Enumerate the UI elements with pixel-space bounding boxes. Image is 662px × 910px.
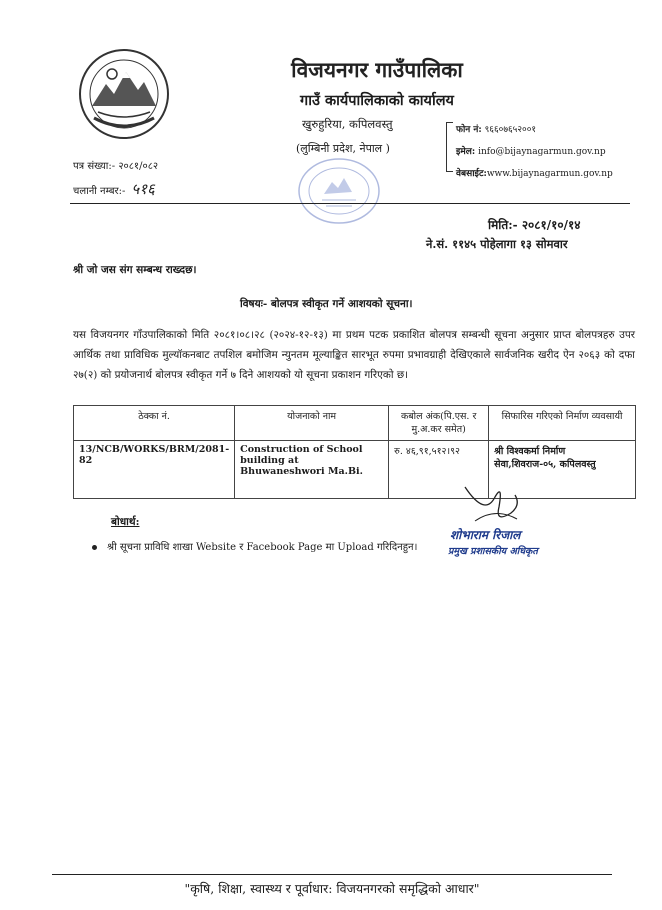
cc-item: श्री सूचना प्राविधि शाखा Website र Facebook Page मा Upload गरिदिनहुन। bbox=[92, 539, 417, 553]
address-line-1: खुरुहुरिया, कपिलवस्तु bbox=[302, 117, 393, 131]
municipality-logo bbox=[78, 48, 170, 140]
contact-block bbox=[456, 119, 613, 185]
office-stamp bbox=[296, 156, 382, 226]
cell-contractor: श्री विश्वकर्मा निर्माण सेवा,शिवराज-०५, कपिलवस्तु bbox=[489, 441, 636, 499]
date-line: मिति:- २०८१/१०/१४ bbox=[488, 218, 581, 232]
reference-number: पत्र संख्या:- २०८१/०८२ bbox=[73, 161, 159, 172]
nepal-sambat-date: ने.सं. ११४५ पोहेलागा १३ सोमवार bbox=[426, 237, 568, 251]
signature bbox=[455, 477, 535, 527]
cell-contract-no: 13/NCB/WORKS/BRM/2081-82 bbox=[74, 441, 235, 499]
col-contractor: सिफारिस गरिएको निर्माण व्यवसायी bbox=[489, 406, 636, 441]
office-subtitle: गाउँ कार्यपालिकाको कार्यालय bbox=[300, 92, 454, 109]
phone-line: फोन नं: ९६६०७६५२००१ bbox=[456, 125, 537, 135]
col-contract-no: ठेक्का नं. bbox=[74, 406, 235, 441]
email-line: इमेल: info@bijaynagarmun.gov.np bbox=[456, 147, 606, 157]
office-name: विजयनगर गाउँपालिका bbox=[291, 57, 463, 82]
website-line: वेबसाईट:www.bijaynagarmun.gov.np bbox=[456, 169, 613, 179]
cc-heading: बोधार्थ: bbox=[111, 516, 140, 528]
footer-slogan: "कृषि, शिक्षा, स्वास्थ्य र पूर्वाधार: विजयनगरको समृद्धिको आधार" bbox=[184, 881, 480, 896]
address-line-2: (लुम्बिनी प्रदेश, नेपाल ) bbox=[296, 142, 390, 155]
salutation: श्री जो जस संग सम्बन्ध राख्दछ। bbox=[73, 264, 197, 276]
registration-number: चलानी नम्बर:- ५१६ bbox=[73, 180, 155, 198]
cell-project-name: Construction of School building at Bhuwaneshwori Ma.Bi. bbox=[235, 441, 389, 499]
contact-brace bbox=[446, 122, 453, 172]
cell-amount: रु. ४६,९१,५१२।९२ bbox=[389, 441, 489, 499]
subject-line: विषयः- बोलपत्र स्वीकृत गर्ने आशयको सूचना। bbox=[240, 298, 413, 310]
header-divider bbox=[70, 203, 630, 204]
bullet-icon bbox=[92, 545, 97, 550]
notice-body: यस विजयनगर गाँउपालिकाको मिति २०८१।०८।२८ (२०२४-१२-१३) मा प्रथम पटक प्रकाशित बोलपत्र सम्बन्धी सूचना अनुसार प्राप्त बोलपत्रहरु उपर आर्थिक तथा प्राविधिक मुल्यॉकनबाट तपशिल बमोजिम न्युनतम मूल्याङ्कित सारभूत रुपमा प्रभावग्राही देखिएकाले सार्वजनिक खरीद ऐन २०६३ को दफा २७(२) को प्रयोजनार्थ बोलपत्र स्वीकृत गर्ने ७ दिने आशयको यो सूचना प्रकाशन गरिएको छ। bbox=[73, 329, 635, 381]
award-table bbox=[73, 405, 636, 499]
col-project-name: योजनाको नाम bbox=[235, 406, 389, 441]
col-amount: कबोल अंक(पि.एस. र मु.अ.कर समेत) bbox=[389, 406, 489, 441]
signatory-name: शोभाराम रिजाल bbox=[450, 528, 521, 542]
footer-divider bbox=[52, 874, 612, 875]
table-row bbox=[74, 441, 636, 499]
signatory-title: प्रमुख प्रशासकीय अधिकृत bbox=[448, 546, 538, 557]
table-header-row bbox=[74, 406, 636, 441]
